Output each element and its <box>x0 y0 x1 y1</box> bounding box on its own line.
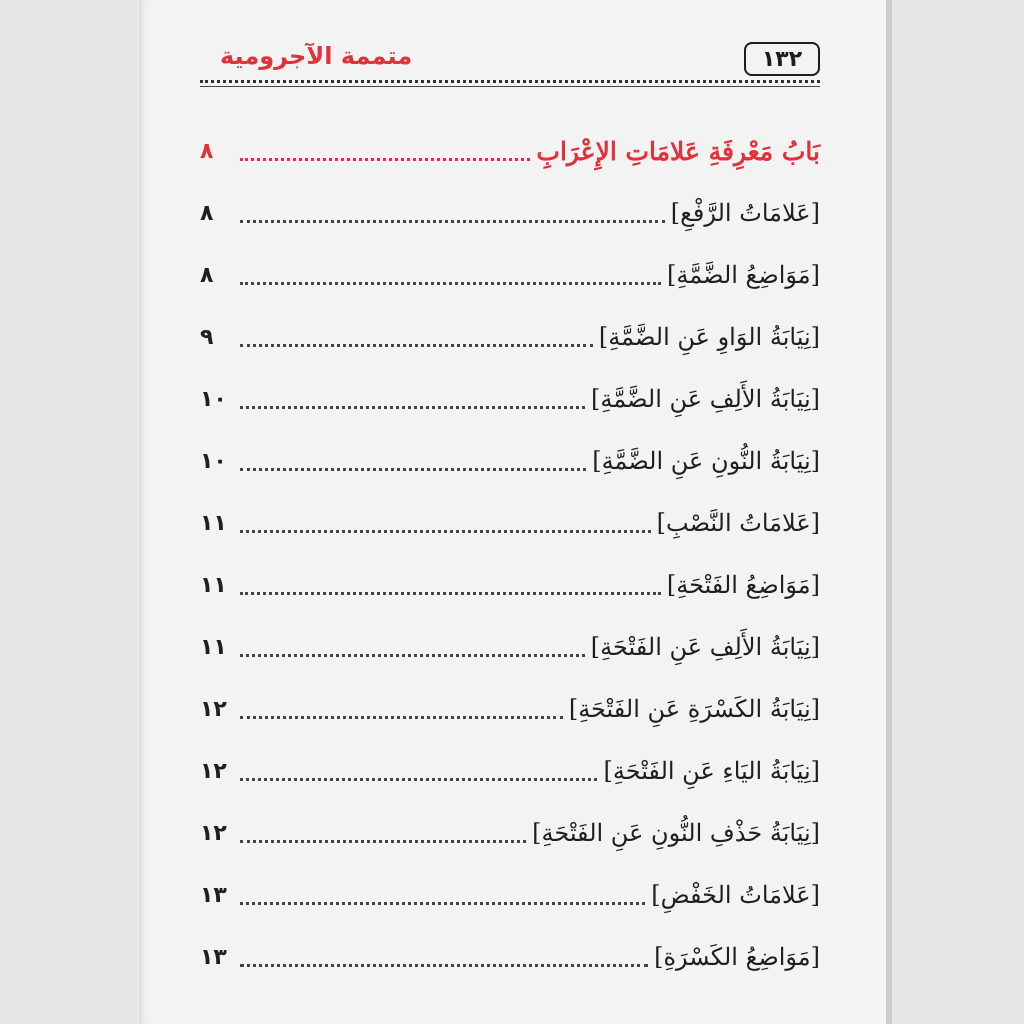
toc-entry-page: ١١ <box>200 572 227 598</box>
toc-entry-title: [نِيَابَةُ الأَلِفِ عَنِ الفَتْحَةِ] <box>590 633 820 661</box>
toc-entry-title: [نِيَابَةُ الكَسْرَةِ عَنِ الفَتْحَةِ] <box>568 695 820 723</box>
toc-row <box>200 492 820 554</box>
toc-row <box>200 616 820 678</box>
dot-leader <box>240 592 661 595</box>
toc-entry-title: [نِيَابَةُ حَذْفِ النُّونِ عَنِ الفَتْحَةِ] <box>532 819 820 847</box>
dot-leader <box>240 468 586 471</box>
page-edge <box>886 0 892 1024</box>
toc-entry-title: [نِيَابَةُ اليَاءِ عَنِ الفَتْحَةِ] <box>603 757 820 785</box>
toc-entry-title: [نِيَابَةُ النُّونِ عَنِ الضَّمَّةِ] <box>592 447 820 475</box>
dot-leader <box>240 902 645 905</box>
toc-row <box>200 430 820 492</box>
toc-entry-title: [عَلامَاتُ الخَفْضِ] <box>651 881 820 909</box>
header-solid-rule <box>200 86 820 87</box>
toc-entry-page: ٩ <box>200 324 214 350</box>
toc-entry-page: ١٣ <box>200 944 227 970</box>
toc-entry-page: ١١ <box>200 510 227 536</box>
toc-entry-title: بَابُ مَعْرِفَةِ عَلامَاتِ الإِعْرَابِ <box>536 136 820 166</box>
toc-entry-title: [نِيَابَةُ الأَلِفِ عَنِ الضَّمَّةِ] <box>590 385 820 413</box>
toc-row <box>200 678 820 740</box>
dot-leader <box>240 964 648 967</box>
toc-entry-page: ١٢ <box>200 696 227 722</box>
toc-row <box>200 802 820 864</box>
toc-row <box>200 182 820 244</box>
toc-entry-title: [مَوَاضِعُ الضَّمَّةِ] <box>667 261 820 289</box>
toc-entry-page: ١٢ <box>200 820 227 846</box>
toc-row <box>200 306 820 368</box>
toc-row <box>200 120 820 182</box>
dot-leader <box>240 406 585 409</box>
dot-leader <box>240 778 597 781</box>
page-number-box: ١٣٢ <box>744 42 820 76</box>
toc-entry-title: [عَلامَاتُ النَّصْبِ] <box>656 509 820 537</box>
toc-entry-page: ١٢ <box>200 758 227 784</box>
toc-entry-page: ٨ <box>200 200 214 226</box>
toc-entry-title: [عَلامَاتُ الرَّفْعِ] <box>670 199 820 227</box>
toc-entry-title: [مَوَاضِعُ الفَتْحَةِ] <box>666 571 820 599</box>
toc-entry-title: [نِيَابَةُ الوَاوِ عَنِ الضَّمَّةِ] <box>598 323 820 351</box>
toc-row <box>200 864 820 926</box>
dot-leader <box>240 530 651 533</box>
dot-leader <box>240 282 661 285</box>
toc-entry-title: [مَوَاضِعُ الكَسْرَةِ] <box>654 943 820 971</box>
dot-leader <box>240 220 665 223</box>
dot-leader <box>240 716 563 719</box>
toc-row <box>200 740 820 802</box>
dot-leader <box>240 344 593 347</box>
book-title: متممة الآجرومية <box>220 42 413 70</box>
toc-entry-page: ١٠ <box>200 386 227 412</box>
toc-entry-page: ٨ <box>200 262 214 288</box>
dot-leader <box>240 158 530 161</box>
header-dotted-rule <box>200 80 820 83</box>
toc-row <box>200 926 820 988</box>
toc-entry-page: ١٣ <box>200 882 227 908</box>
toc-entry-page: ١٠ <box>200 448 227 474</box>
dot-leader <box>240 654 585 657</box>
toc-row <box>200 554 820 616</box>
dot-leader <box>240 840 526 843</box>
page-header <box>200 38 820 80</box>
toc-row <box>200 244 820 306</box>
toc-entry-page: ١١ <box>200 634 227 660</box>
toc-row <box>200 368 820 430</box>
table-of-contents <box>200 120 820 988</box>
toc-entry-page: ٨ <box>200 138 214 164</box>
